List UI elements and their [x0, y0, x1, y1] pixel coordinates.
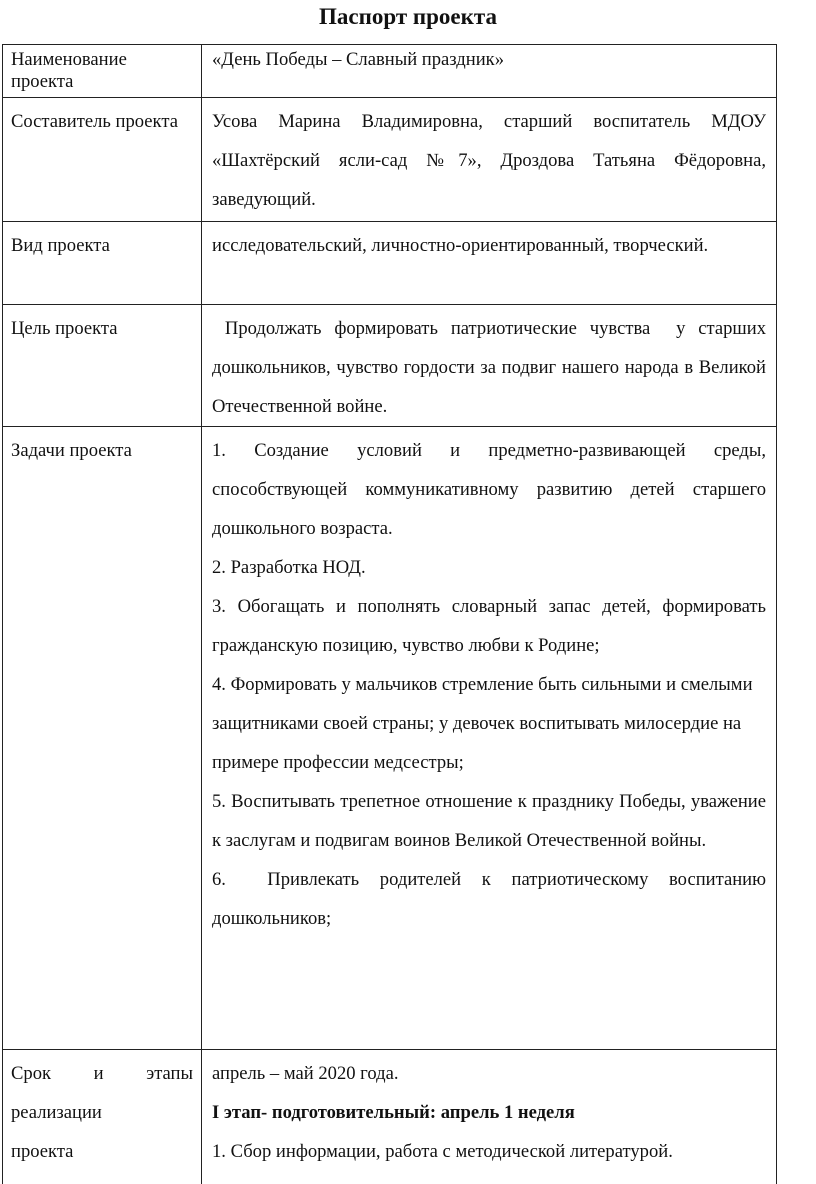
table-row	[3, 305, 777, 427]
stage-heading: I этап- подготовительный: апрель 1 неделя	[212, 1093, 766, 1132]
row-label-name: Наименование проекта	[3, 45, 202, 98]
row-value-tasks	[202, 427, 777, 1050]
task-item: 3. Обогащать и пополнять словарный запас детей, формировать гражданскую позицию, чувство любви к Родине;	[212, 587, 766, 665]
terms-label-line: Срок и этапы	[11, 1054, 193, 1093]
terms-label-line: реализации	[11, 1093, 193, 1132]
table-row	[3, 222, 777, 305]
task-item: 5. Воспитывать трепетное отношение к празднику Победы, уважение к заслугам и подвигам воинов Великой Отечественной войны.	[212, 782, 766, 860]
table-row	[3, 45, 777, 98]
task-item: 6. Привлекать родителей к патриотическому воспитанию дошкольников;	[212, 860, 766, 938]
task-item: 1. Создание условий и предметно-развивающей среды, способствующей коммуникативному развитию детей старшего дошкольного возраста.	[212, 431, 766, 548]
table-row	[3, 427, 777, 1050]
row-label-type: Вид проекта	[3, 222, 202, 305]
table-row	[3, 1050, 777, 1184]
row-label-goal: Цель проекта	[3, 305, 202, 427]
row-value-type: исследовательский, личностно-ориентированный, творческий.	[202, 222, 777, 305]
page-title: Паспорт проекта	[0, 2, 816, 32]
project-passport-table	[2, 44, 777, 1184]
table-row	[3, 98, 777, 222]
row-value-author: Усова Марина Владимировна, старший воспитатель МДОУ «Шахтёрский ясли-сад №7», Дроздова Татьяна Фёдоровна, заведующий.	[202, 98, 777, 222]
task-item: 4. Формировать у мальчиков стремление быть сильными и смелыми защитниками своей страны; у девочек воспитывать милосердие на примере профессии медсестры;	[212, 665, 766, 782]
terms-label-line: проекта	[11, 1132, 193, 1171]
row-label-terms	[3, 1050, 202, 1184]
row-value-terms	[202, 1050, 777, 1184]
row-label-author: Составитель проекта	[3, 98, 202, 222]
row-label-tasks: Задачи проекта	[3, 427, 202, 1050]
task-item: 2. Разработка НОД.	[212, 548, 766, 587]
terms-line: 1. Сбор информации, работа с методической литературой.	[212, 1132, 766, 1171]
terms-line: апрель – май 2020 года.	[212, 1054, 766, 1093]
row-value-name: «День Победы – Славный праздник»	[202, 45, 777, 98]
row-value-goal: Продолжать формировать патриотические чувства у старших дошкольников, чувство гордости за подвиг нашего народа в Великой Отечественной войне.	[202, 305, 777, 427]
